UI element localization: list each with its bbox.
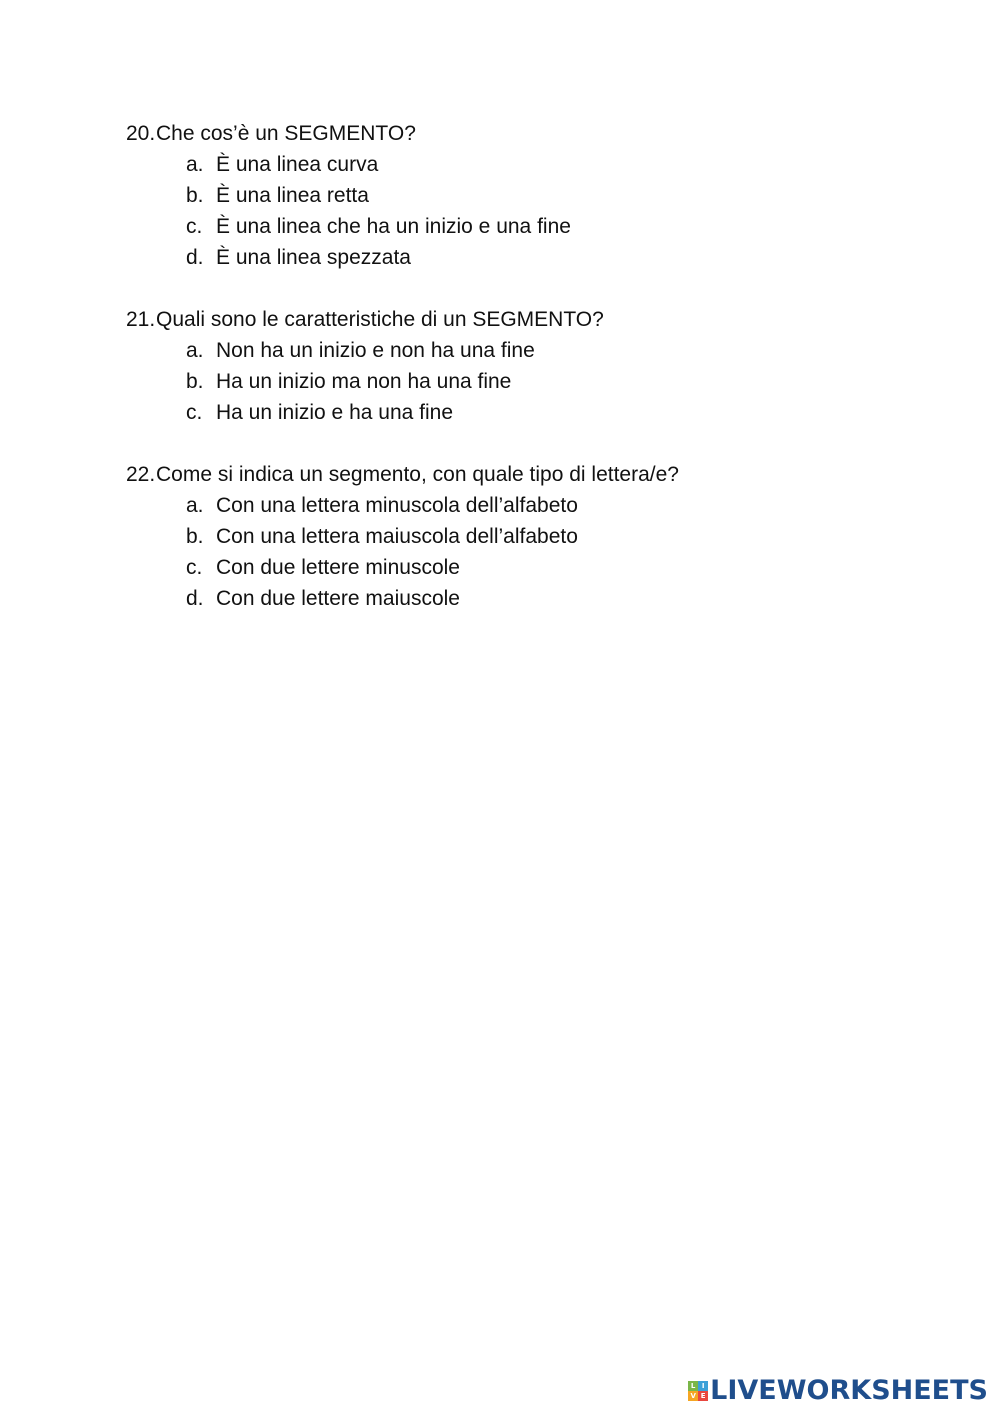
option-d[interactable] <box>126 583 926 614</box>
liveworksheets-logo <box>688 1376 988 1406</box>
option-letter: b. <box>186 525 204 548</box>
option-letter: d. <box>186 587 204 610</box>
question-number: 22. <box>126 463 156 486</box>
icon-block-v: V <box>688 1391 698 1401</box>
question-text: Come si indica un segmento, con quale tipo di lettera/e? <box>156 463 679 486</box>
icon-block-e: E <box>698 1391 708 1401</box>
option-text: Non ha un inizio e non ha una fine <box>216 339 535 362</box>
question-prompt <box>126 304 926 335</box>
option-text: È una linea retta <box>216 184 369 207</box>
option-a[interactable] <box>126 149 926 180</box>
option-a[interactable] <box>126 335 926 366</box>
options-list <box>126 490 926 614</box>
option-letter: b. <box>186 184 204 207</box>
option-c[interactable] <box>126 397 926 428</box>
option-c[interactable] <box>126 552 926 583</box>
option-text: Con due lettere minuscole <box>216 556 460 579</box>
option-text: Con una lettera minuscola dell’alfabeto <box>216 494 578 517</box>
option-text: Con due lettere maiuscole <box>216 587 460 610</box>
option-b[interactable] <box>126 521 926 552</box>
question-number: 21. <box>126 308 156 331</box>
option-text: È una linea che ha un inizio e una fine <box>216 215 571 238</box>
option-letter: c. <box>186 215 203 238</box>
option-letter: d. <box>186 246 204 269</box>
option-text: Con una lettera maiuscola dell’alfabeto <box>216 525 578 548</box>
option-d[interactable] <box>126 242 926 273</box>
question-number: 20. <box>126 122 156 145</box>
option-b[interactable] <box>126 180 926 211</box>
icon-block-i: I <box>698 1381 708 1391</box>
option-letter: a. <box>186 339 204 362</box>
question-21 <box>126 304 926 428</box>
options-list <box>126 335 926 428</box>
option-text: È una linea spezzata <box>216 246 411 269</box>
question-text: Che cos’è un SEGMENTO? <box>156 122 416 145</box>
question-20 <box>126 118 926 273</box>
option-letter: b. <box>186 370 204 393</box>
live-blocks-icon <box>688 1381 708 1401</box>
question-22 <box>126 459 926 614</box>
question-text: Quali sono le caratteristiche di un SEGMENTO? <box>156 308 604 331</box>
option-text: È una linea curva <box>216 153 379 176</box>
option-letter: a. <box>186 153 204 176</box>
option-c[interactable] <box>126 211 926 242</box>
option-text: Ha un inizio e ha una fine <box>216 401 453 424</box>
icon-block-l: L <box>688 1381 698 1391</box>
option-b[interactable] <box>126 366 926 397</box>
question-prompt <box>126 118 926 149</box>
option-a[interactable] <box>126 490 926 521</box>
option-letter: a. <box>186 494 204 517</box>
option-letter: c. <box>186 556 203 579</box>
option-text: Ha un inizio ma non ha una fine <box>216 370 512 393</box>
option-letter: c. <box>186 401 203 424</box>
options-list <box>126 149 926 273</box>
question-prompt <box>126 459 926 490</box>
brand-name: LIVEWORKSHEETS <box>710 1375 988 1406</box>
